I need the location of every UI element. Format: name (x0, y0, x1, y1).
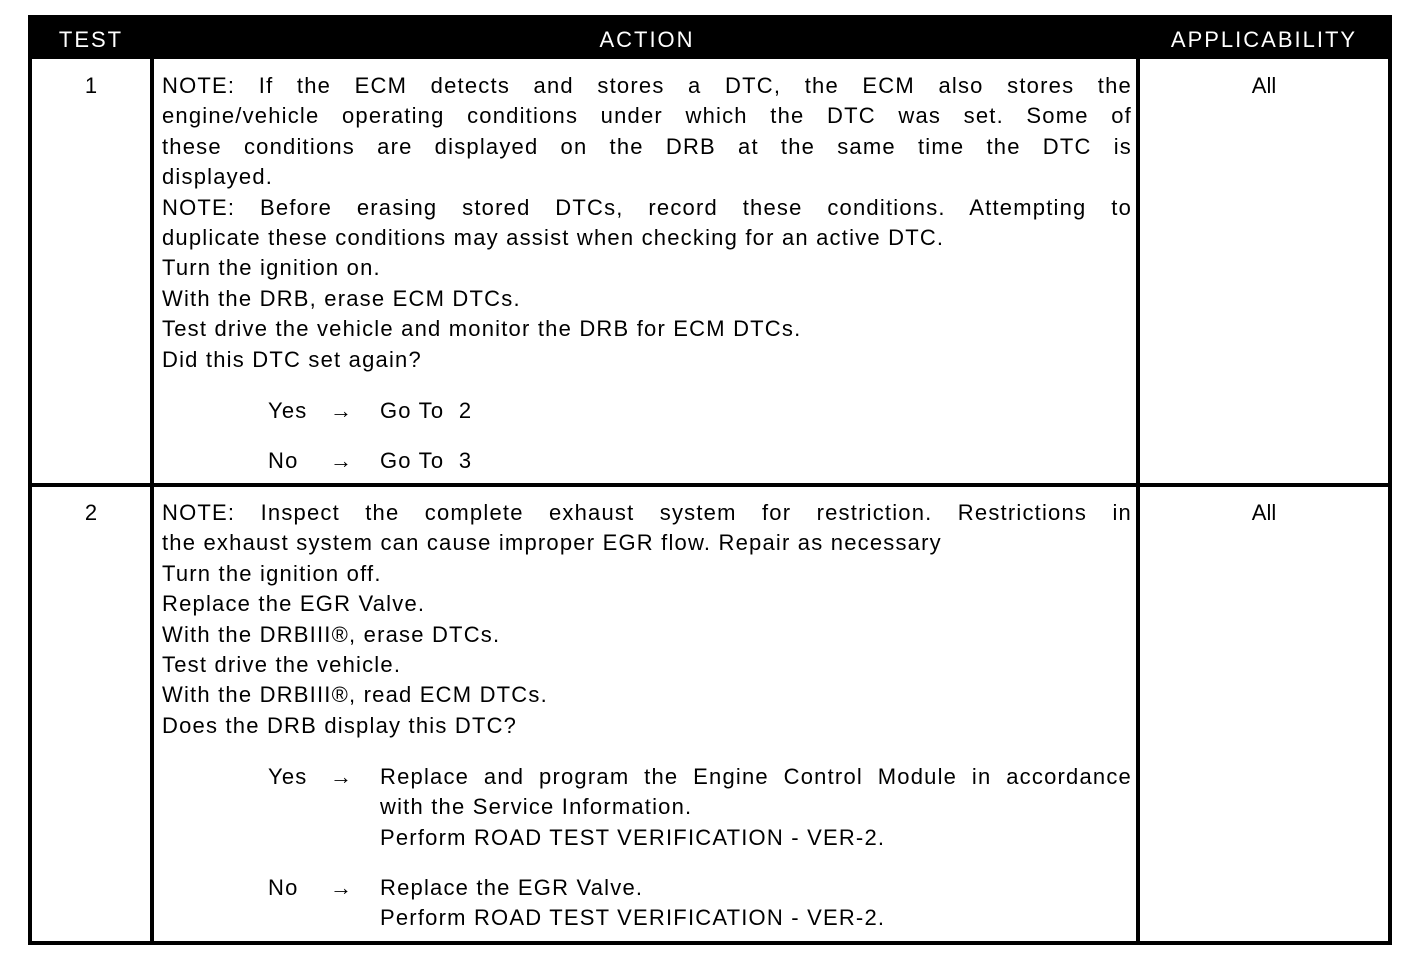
result-action: Go To 3 (380, 448, 473, 473)
action-line: With the DRB, erase ECM DTCs. (162, 285, 521, 311)
applicability-value: All (1251, 73, 1277, 98)
action-line: Replace the EGR Valve. (162, 591, 426, 617)
diagnostic-table (28, 15, 1392, 945)
action-line: NOTE: Before erasing stored DTCs, record these conditions. Attempting to (162, 194, 1132, 220)
result-action (380, 762, 1132, 853)
column-divider (150, 59, 154, 941)
row-divider (32, 483, 1388, 487)
action-line: With the DRBIII®, read ECM DTCs. (162, 682, 548, 708)
result-answer: No (268, 875, 299, 900)
result-answer: Yes (268, 764, 308, 789)
action-line: engine/vehicle operating conditions under which the DTC was set. Some of (162, 103, 1132, 129)
result-line: Perform ROAD TEST VERIFICATION - VER-2. (380, 824, 886, 850)
action-line: these conditions are displayed on the DRB at the same time the DTC is (162, 133, 1132, 159)
result-answer: No (268, 448, 299, 473)
table-header (32, 19, 1388, 59)
header-applicability: APPLICABILITY (1170, 27, 1358, 52)
action-line: NOTE: If the ECM detects and stores a DTC, the ECM also stores the (162, 73, 1132, 98)
result-line: with the Service Information. (380, 794, 693, 820)
header-test: TEST (58, 27, 124, 52)
action-line: Turn the ignition on. (162, 255, 381, 281)
action-line: Did this DTC set again? (162, 346, 422, 372)
applicability-value: All (1251, 500, 1277, 525)
header-action: ACTION (599, 27, 695, 52)
action-line: Turn the ignition off. (162, 560, 382, 586)
action-line: the exhaust system can cause improper EGR flow. Repair as necessary (162, 530, 942, 556)
result-line: Perform ROAD TEST VERIFICATION - VER-2. (380, 905, 886, 931)
action-line: With the DRBIII®, erase DTCs. (162, 621, 501, 647)
arrow-icon: → (330, 398, 352, 423)
test-number: 2 (84, 500, 98, 525)
action-line: Test drive the vehicle and monitor the DRB for ECM DTCs. (162, 316, 802, 342)
action-text (162, 498, 1132, 741)
arrow-icon: → (330, 875, 352, 900)
result-line: Replace and program the Engine Control Module in accordance (380, 764, 1132, 789)
result-answer: Yes (268, 398, 308, 423)
action-line: displayed. (162, 164, 274, 190)
action-text (162, 71, 1132, 375)
result-action (380, 873, 885, 934)
result-line: Replace the EGR Valve. (380, 875, 644, 900)
action-line: NOTE: Inspect the complete exhaust system for restriction. Restrictions in (162, 500, 1132, 525)
action-line: Does the DRB display this DTC? (162, 712, 518, 738)
arrow-icon: → (330, 764, 352, 789)
test-number: 1 (84, 73, 98, 98)
action-line: duplicate these conditions may assist when checking for an active DTC. (162, 225, 945, 251)
action-line: Test drive the vehicle. (162, 652, 402, 678)
result-action: Go To 2 (380, 398, 473, 423)
arrow-icon: → (330, 448, 352, 473)
